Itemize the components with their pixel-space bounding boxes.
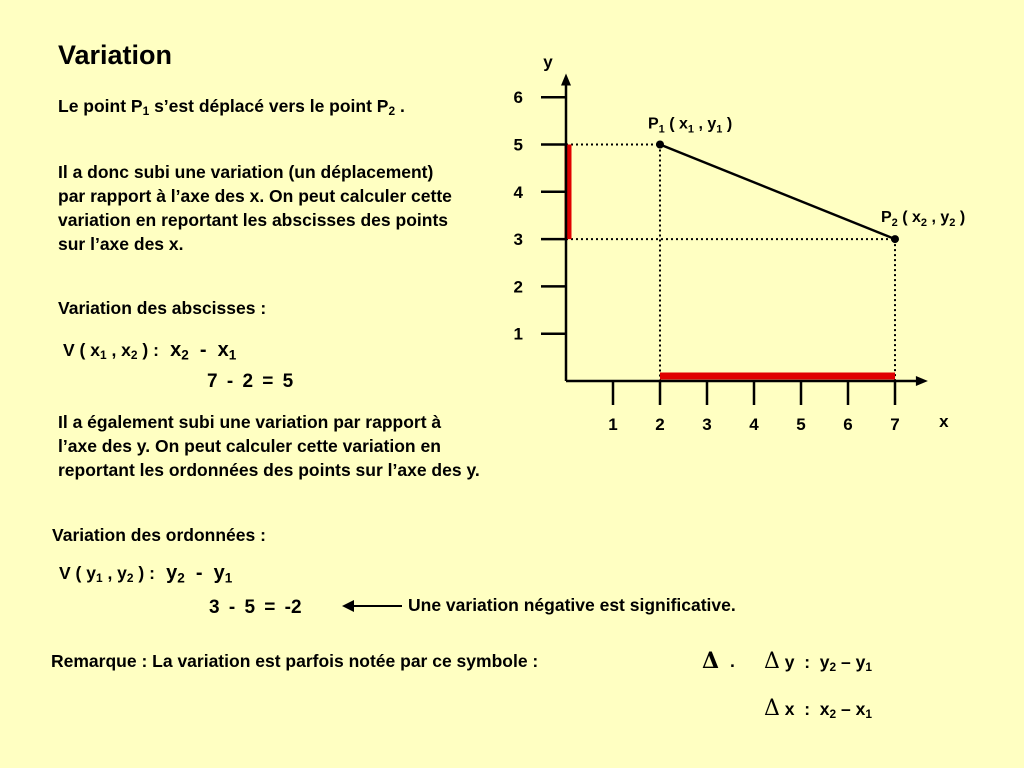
y-variation-label: Variation des ordonnées : — [52, 525, 266, 545]
dy-a: y — [819, 652, 830, 672]
x-tick-label-5: 5 — [796, 415, 806, 434]
vy-sub-1: 1 — [95, 570, 103, 585]
y-tick-label-5: 5 — [513, 135, 523, 155]
x-tick-label-3: 3 — [702, 415, 712, 434]
x-tick-label-2: 2 — [655, 415, 665, 434]
vx-a: x — [170, 339, 182, 361]
x-tick-label-1: 1 — [608, 415, 618, 434]
y-tick-label-6: 6 — [513, 88, 523, 108]
dy-dash: – — [841, 652, 851, 672]
displacement-line — [660, 145, 895, 240]
dy-b-sub: 1 — [865, 659, 872, 674]
vx-minus: - — [199, 339, 207, 361]
vy-sub-2: 2 — [126, 570, 134, 585]
delta-dot: . — [730, 651, 735, 671]
vx-sub-2: 2 — [130, 347, 138, 362]
vy-a: y — [166, 562, 178, 584]
remark-label: Remarque : — [51, 651, 148, 671]
vy-b-sub: 1 — [224, 570, 233, 586]
intro-text-a: Le point P — [58, 96, 143, 116]
delta-y-symbol: Δ — [764, 649, 780, 674]
x-tick-label-7: 7 — [890, 415, 900, 434]
y-tick-label-4: 4 — [513, 182, 523, 202]
vx-b-sub: 1 — [228, 347, 237, 363]
vy-close: ) : — [133, 563, 155, 583]
intro-text-b: s’est déplacé vers le point P — [149, 96, 389, 116]
point-P1 — [656, 141, 664, 149]
dy-colon: : — [804, 652, 811, 672]
dy-a-sub: 2 — [829, 659, 837, 674]
vx-b: x — [217, 339, 229, 361]
y-variation-paragraph: Il a également subi une variation par rapport à l’axe des y. On peut calculer cette variation en reportant les ordonnées des points sur l’axe des y. — [58, 412, 480, 480]
x-variation-label: Variation des abscisses : — [58, 298, 267, 318]
dx-b: x — [855, 699, 866, 719]
x-tick-label-4: 4 — [749, 415, 759, 434]
dy-b: y — [855, 652, 866, 672]
dx-b-sub: 1 — [865, 706, 872, 721]
vx-open: V ( x — [63, 340, 100, 360]
delta-x-symbol: Δ — [764, 696, 780, 721]
vx-sub-1: 1 — [99, 347, 107, 362]
dx-colon: : — [804, 699, 811, 719]
dx-dash: – — [841, 699, 851, 719]
vx-comma: , x — [106, 340, 131, 360]
point-label-P1: P1 ( x1 , y1 ) — [648, 115, 733, 136]
delta-symbol: Δ — [702, 648, 720, 674]
x-variation-paragraph: Il a donc subi une variation (un déplacement) par rapport à l’axe des x. On peut calculer cette variation en reportant les abscisses des points sur l’axe des x. — [58, 162, 452, 254]
x-variation-calculation: 7 - 2 = 5 — [207, 371, 294, 392]
y-tick-label-1: 1 — [513, 324, 523, 344]
y-tick-label-3: 3 — [513, 230, 523, 250]
y-axis-arrow — [561, 74, 571, 86]
x-tick-label-6: 6 — [843, 415, 853, 434]
vx-a-sub: 2 — [181, 347, 189, 363]
point-label-P2: P2 ( x2 , y2 ) — [881, 209, 966, 230]
vy-open: V ( y — [59, 563, 96, 583]
dx-a-sub: 2 — [829, 706, 837, 721]
intro-sub-1: 1 — [142, 103, 150, 118]
point-P2 — [891, 235, 899, 243]
vy-minus: - — [195, 562, 203, 584]
y-axis-label: y — [543, 52, 553, 72]
dy-var: y — [784, 652, 795, 672]
vy-comma: , y — [102, 563, 127, 583]
y-tick-label-2: 2 — [513, 277, 523, 297]
vy-a-sub: 2 — [177, 570, 185, 586]
dx-a: x — [819, 699, 830, 719]
vy-b: y — [213, 562, 225, 584]
x-axis-arrow — [916, 376, 928, 386]
page-title: Variation — [58, 40, 173, 70]
negative-variation-note: Une variation négative est significative. — [408, 595, 736, 615]
remark-text: La variation est parfois notée par ce symbole : — [152, 651, 539, 671]
y-variation-calculation: 3 - 5 = -2 — [209, 597, 302, 618]
vx-close: ) : — [137, 340, 159, 360]
x-axis-label: x — [939, 412, 949, 431]
intro-sub-2: 2 — [388, 103, 396, 118]
dx-var: x — [784, 699, 795, 719]
intro-text-c: . — [395, 96, 405, 116]
